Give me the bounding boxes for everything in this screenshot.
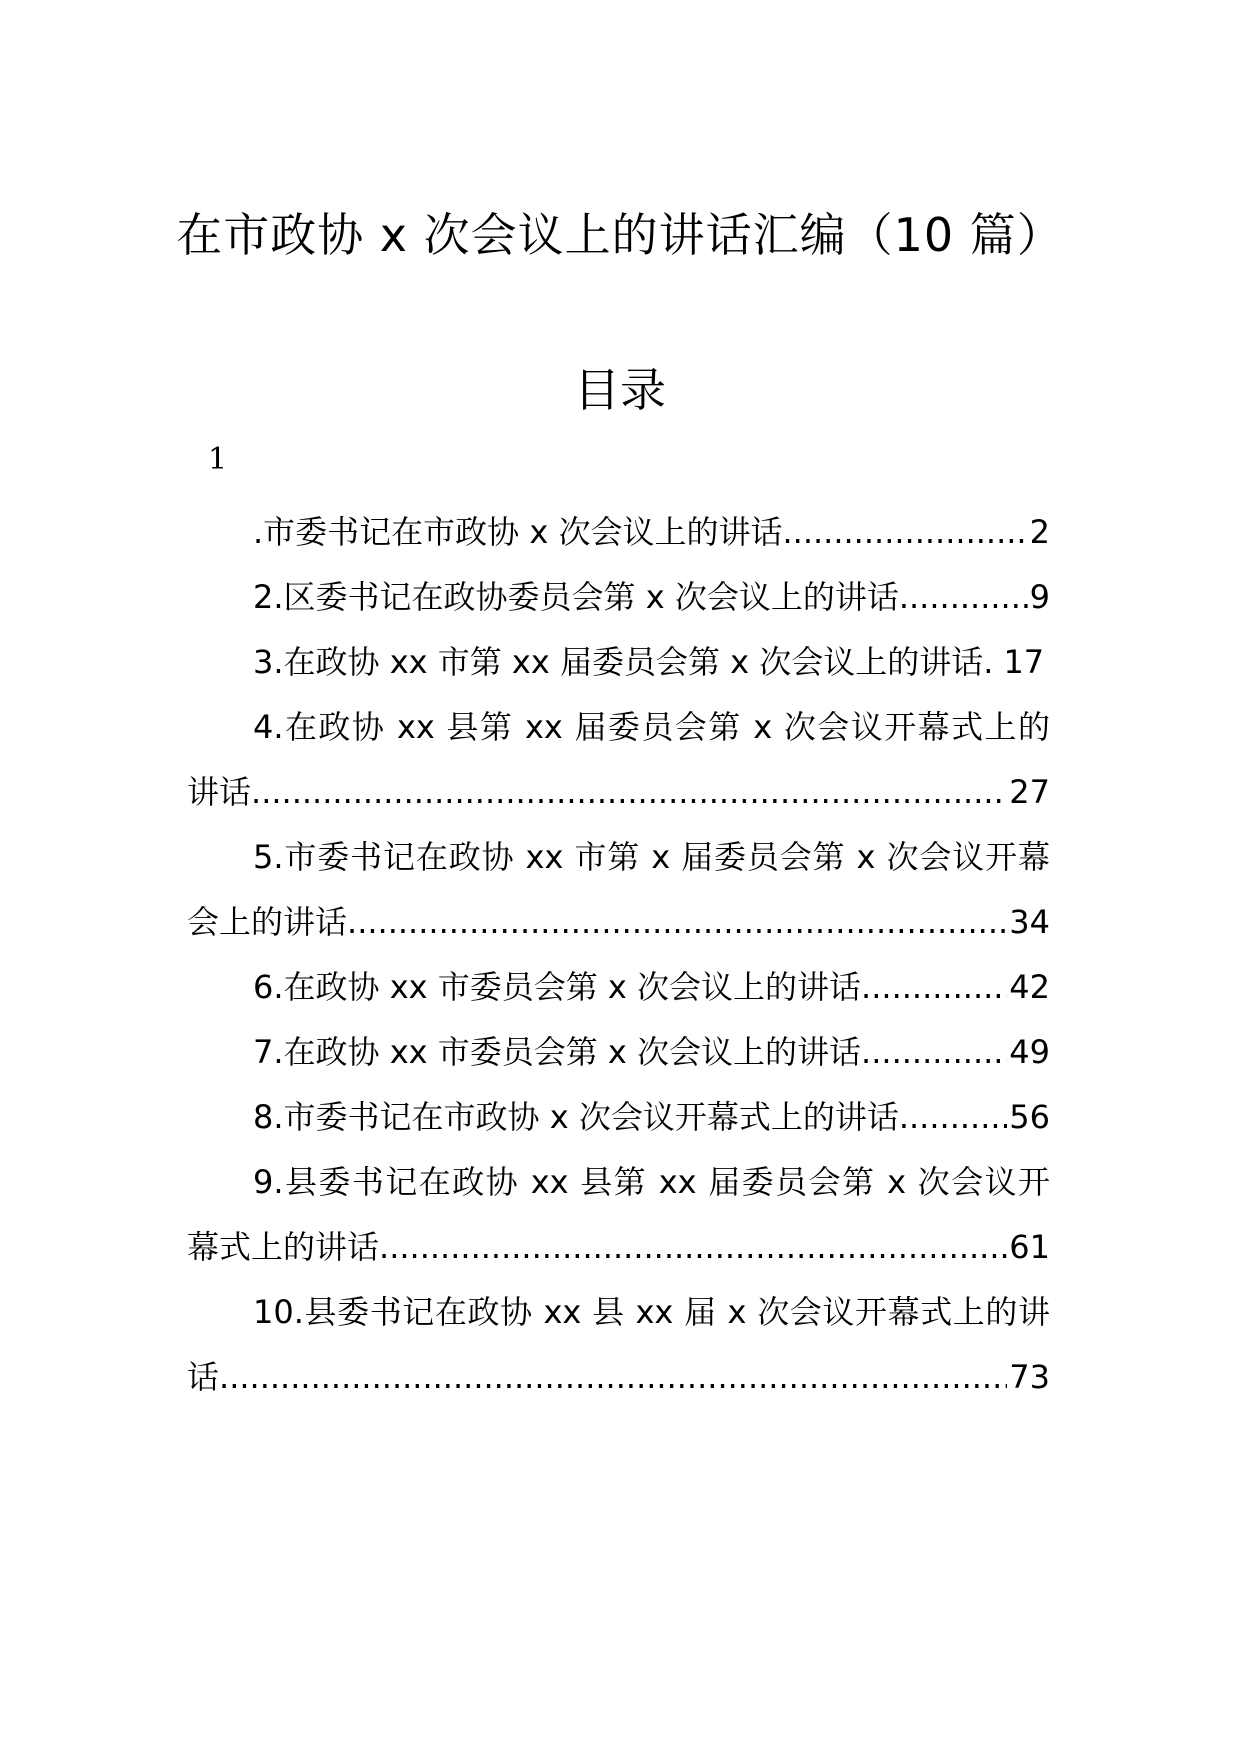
toc-entry-title-continued: 话 bbox=[187, 1358, 220, 1396]
toc-entry-title: 4.在政协 xx 县第 xx 届委员会第 x 次会议开幕式上的 bbox=[253, 708, 1050, 746]
toc-leader-dots bbox=[347, 890, 1007, 955]
toc-entry-title: 5.市委书记在政协 xx 市第 x 届委员会第 x 次会议开幕 bbox=[253, 838, 1050, 876]
toc-entry-title: 7.在政协 xx 市委员会第 x 次会议上的讲话 bbox=[253, 1033, 862, 1071]
toc-leader-dots bbox=[899, 1085, 1007, 1150]
toc-entry-title-continued: 讲话 bbox=[187, 773, 252, 811]
toc-leader-dots bbox=[861, 1020, 1007, 1085]
toc-heading: 目录 bbox=[574, 363, 666, 417]
page-marker: 1 bbox=[208, 442, 228, 477]
toc-entry-page: 27 bbox=[1009, 773, 1050, 811]
toc-entry-title: 10.县委书记在政协 xx 县 xx 届 x 次会议开幕式上的讲 bbox=[253, 1293, 1050, 1331]
toc-entry-title: 8.市委书记在市政协 x 次会议开幕式上的讲话 bbox=[253, 1098, 899, 1136]
toc-leader-dots bbox=[782, 500, 1027, 565]
toc-entry[interactable] bbox=[187, 825, 1050, 955]
toc-entry[interactable] bbox=[187, 1150, 1050, 1280]
toc-entry-title: .市委书记在市政协 x 次会议上的讲话 bbox=[253, 513, 783, 551]
toc-entry[interactable] bbox=[187, 1280, 1050, 1410]
toc-entry-title: 3.在政协 xx 市第 xx 届委员会第 x 次会议上的讲话. bbox=[253, 643, 994, 681]
toc-entry-page: 56 bbox=[1009, 1098, 1050, 1136]
document-title: 在市政协 x 次会议上的讲话汇编（10 篇） bbox=[176, 208, 1064, 262]
toc-entry-title-continued: 会上的讲话 bbox=[187, 903, 348, 941]
toc-leader-dots bbox=[899, 565, 1028, 630]
toc-entry-page: 73 bbox=[1009, 1358, 1050, 1396]
toc-leader-dots bbox=[251, 760, 1007, 825]
toc-entry-title-continued: 幕式上的讲话 bbox=[187, 1228, 380, 1266]
toc-entry[interactable] bbox=[187, 630, 1050, 695]
toc-entry-page: 2 bbox=[1029, 513, 1050, 551]
toc-entry[interactable] bbox=[187, 1085, 1050, 1150]
toc-entry-page: 49 bbox=[1009, 1033, 1050, 1071]
toc-entry[interactable] bbox=[187, 955, 1050, 1020]
toc-leader-dots bbox=[861, 955, 1007, 1020]
toc-entry[interactable] bbox=[187, 695, 1050, 825]
toc-entry-page: 34 bbox=[1009, 903, 1050, 941]
toc-entry[interactable] bbox=[187, 500, 1050, 565]
toc-leader-dots bbox=[379, 1215, 1007, 1280]
toc-entry-title: 9.县委书记在政协 xx 县第 xx 届委员会第 x 次会议开 bbox=[253, 1163, 1050, 1201]
toc-entry-page: 42 bbox=[1009, 968, 1050, 1006]
toc-entry[interactable] bbox=[187, 565, 1050, 630]
table-of-contents bbox=[187, 500, 1050, 1410]
toc-entry-title: 2.区委书记在政协委员会第 x 次会议上的讲话 bbox=[253, 578, 899, 616]
toc-entry-page: 61 bbox=[1009, 1228, 1050, 1266]
toc-entry-page: 9 bbox=[1029, 578, 1050, 616]
toc-entry[interactable] bbox=[187, 1020, 1050, 1085]
toc-entry-page: 17 bbox=[1003, 643, 1045, 681]
toc-entry-title: 6.在政协 xx 市委员会第 x 次会议上的讲话 bbox=[253, 968, 862, 1006]
toc-leader-dots bbox=[219, 1345, 1007, 1410]
